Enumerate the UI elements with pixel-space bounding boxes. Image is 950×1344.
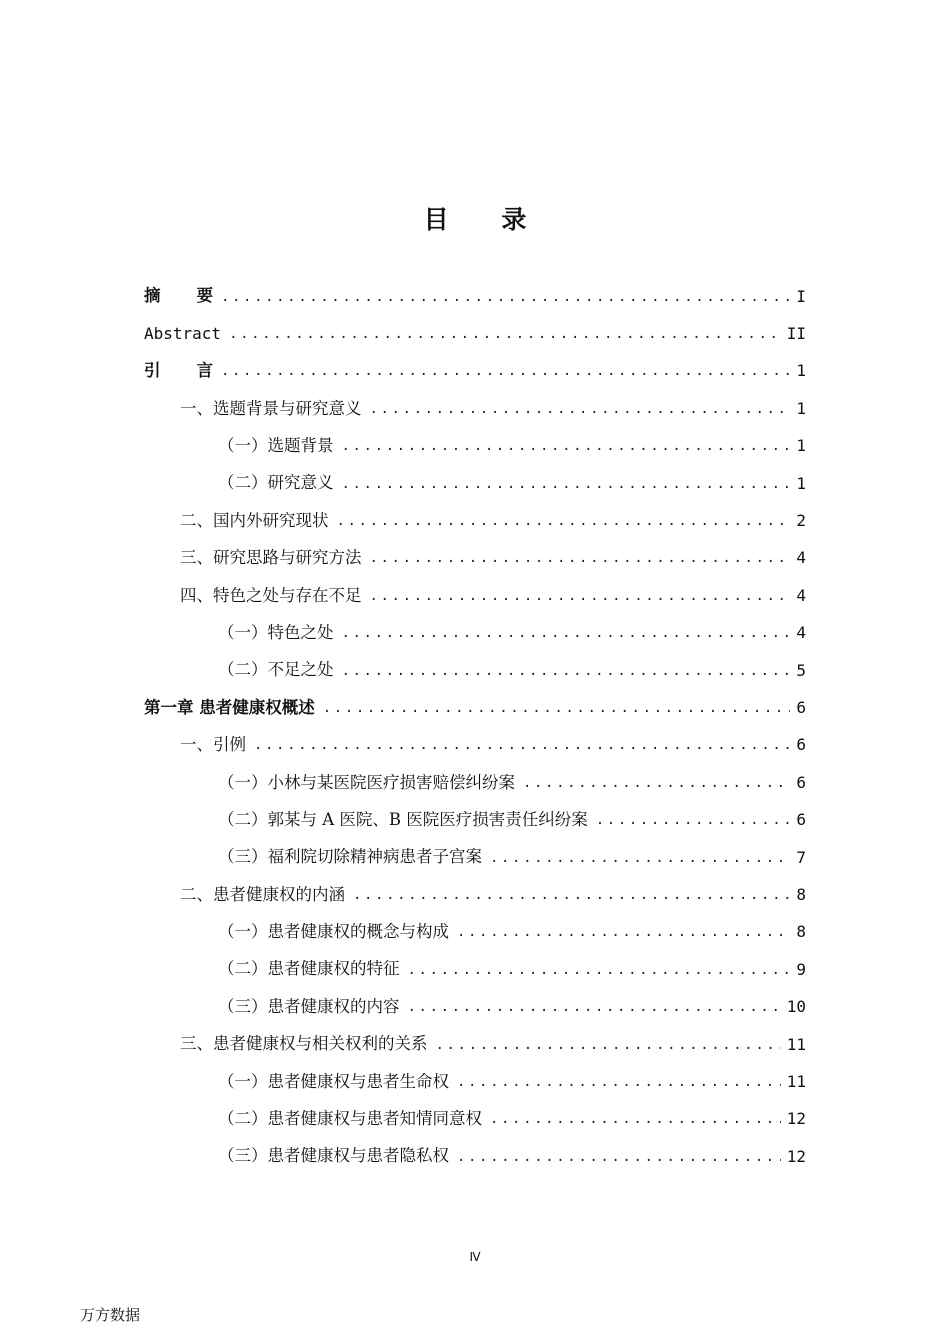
toc-entry-page: II — [786, 324, 806, 344]
toc-entry[interactable] — [144, 428, 806, 465]
toc-entry[interactable] — [144, 1063, 806, 1100]
toc-entry-label: （一）选题背景 — [218, 436, 334, 455]
toc-entry-page: 12 — [786, 1109, 806, 1129]
toc-entry[interactable] — [144, 801, 806, 838]
toc-leader-dots — [370, 551, 791, 565]
toc-entry-label: 一、引例 — [180, 735, 246, 755]
toc-entry-label: 一、选题背景与研究意义 — [180, 398, 362, 418]
toc-entry-page: 1 — [796, 398, 806, 418]
toc-entry-page: 1 — [796, 473, 806, 493]
toc-entry-label: 三、研究思路与研究方法 — [180, 548, 362, 568]
table-of-contents — [144, 278, 806, 1175]
toc-leader-dots — [490, 1112, 781, 1126]
toc-entry-page: 6 — [796, 735, 806, 755]
toc-leader-dots — [523, 776, 790, 790]
toc-entry-label: （二）患者健康权与患者知情同意权 — [218, 1109, 482, 1129]
toc-leader-dots — [342, 626, 791, 640]
toc-entry-page: 4 — [796, 548, 806, 568]
toc-entry-page: I — [796, 286, 806, 306]
toc-entry[interactable] — [144, 839, 806, 876]
toc-entry-label: （一）患者健康权的概念与构成 — [218, 922, 449, 942]
toc-leader-dots — [408, 963, 791, 977]
toc-leader-dots — [408, 1000, 781, 1014]
toc-entry[interactable] — [144, 353, 806, 390]
toc-entry-page: 5 — [796, 660, 806, 680]
toc-entry-label: （三）福利院切除精神病患者子宫案 — [218, 847, 482, 867]
toc-entry-page: 6 — [796, 810, 806, 830]
toc-leader-dots — [337, 514, 791, 528]
toc-entry-label: 摘要 — [144, 286, 249, 306]
toc-leader-dots — [370, 402, 791, 416]
toc-leader-dots — [353, 888, 790, 902]
toc-entry[interactable] — [144, 540, 806, 577]
toc-entry-label: （三）患者健康权的内容 — [218, 996, 400, 1016]
toc-entry-label: 三、患者健康权与相关权利的关系 — [180, 1034, 428, 1054]
toc-entry[interactable] — [144, 727, 806, 764]
toc-leader-dots — [457, 925, 790, 939]
toc-leader-dots — [221, 364, 790, 378]
toc-entry-page: 4 — [796, 585, 806, 605]
toc-leader-dots — [370, 589, 791, 603]
toc-entry-page: 7 — [796, 847, 806, 867]
toc-entry-label: （三）患者健康权与患者隐私权 — [218, 1146, 449, 1166]
toc-entry[interactable] — [144, 876, 806, 913]
toc-entry-label: 二、国内外研究现状 — [180, 510, 329, 530]
toc-leader-dots — [457, 1075, 781, 1089]
toc-entry[interactable] — [144, 1101, 806, 1138]
toc-entry[interactable] — [144, 914, 806, 951]
toc-entry[interactable] — [144, 689, 806, 726]
toc-entry[interactable] — [144, 465, 806, 502]
toc-entry-page: 1 — [796, 436, 806, 456]
toc-entry-page: 8 — [796, 922, 806, 942]
toc-entry[interactable] — [144, 951, 806, 988]
toc-entry-label: （二）研究意义 — [218, 473, 334, 493]
toc-entry[interactable] — [144, 652, 806, 689]
toc-entry-page: 2 — [796, 511, 806, 531]
toc-entry-label: Abstract — [144, 324, 222, 344]
toc-leader-dots — [254, 738, 790, 752]
toc-leader-dots — [457, 1150, 781, 1164]
toc-entry[interactable] — [144, 764, 806, 801]
toc-entry-label: （二）患者健康权的特征 — [218, 959, 400, 979]
toc-entry-page: 11 — [786, 1071, 806, 1091]
toc-entry[interactable] — [144, 577, 806, 614]
toc-entry-page: 8 — [796, 884, 806, 904]
toc-entry-page: 9 — [796, 959, 806, 979]
toc-entry-label: 引言 — [144, 361, 249, 381]
toc-entry-label: 第一章 患者健康权概述 — [144, 697, 315, 717]
page-title: 目 录 — [423, 205, 549, 234]
toc-entry-label: （一）患者健康权与患者生命权 — [218, 1071, 449, 1091]
toc-entry[interactable] — [144, 502, 806, 539]
toc-entry-label: （二）不足之处 — [218, 660, 334, 680]
toc-leader-dots — [342, 439, 791, 453]
toc-entry-label: （二）郭某与 A 医院、B 医院医疗损害责任纠纷案 — [218, 809, 588, 829]
toc-entry[interactable] — [144, 615, 806, 652]
toc-entry[interactable] — [144, 1026, 806, 1063]
toc-leader-dots — [323, 701, 791, 715]
toc-entry[interactable] — [144, 988, 806, 1025]
toc-entry-page: 12 — [786, 1146, 806, 1166]
toc-entry[interactable] — [144, 315, 806, 352]
toc-leader-dots — [342, 664, 791, 678]
watermark: 万方数据 — [80, 1306, 141, 1324]
toc-entry-page: 10 — [786, 997, 806, 1017]
toc-entry[interactable] — [144, 1138, 806, 1175]
toc-leader-dots — [596, 813, 791, 827]
toc-entry-label: （一）特色之处 — [218, 622, 334, 642]
toc-entry-page: 6 — [796, 772, 806, 792]
page-number: Ⅳ — [469, 1250, 481, 1264]
toc-entry-page: 6 — [796, 697, 806, 717]
toc-entry-page: 1 — [796, 361, 806, 381]
toc-entry-page: 4 — [796, 623, 806, 643]
toc-leader-dots — [221, 290, 790, 304]
toc-leader-dots — [342, 477, 791, 491]
toc-leader-dots — [490, 851, 790, 865]
toc-entry[interactable] — [144, 390, 806, 427]
toc-entry-label: 四、特色之处与存在不足 — [180, 585, 362, 605]
toc-leader-dots — [436, 1038, 781, 1052]
toc-entry-label: 二、患者健康权的内涵 — [180, 884, 345, 904]
toc-entry[interactable] — [144, 278, 806, 315]
toc-leader-dots — [229, 327, 781, 341]
toc-entry-label: （一）小林与某医院医疗损害赔偿纠纷案 — [218, 772, 515, 792]
toc-entry-page: 11 — [786, 1034, 806, 1054]
